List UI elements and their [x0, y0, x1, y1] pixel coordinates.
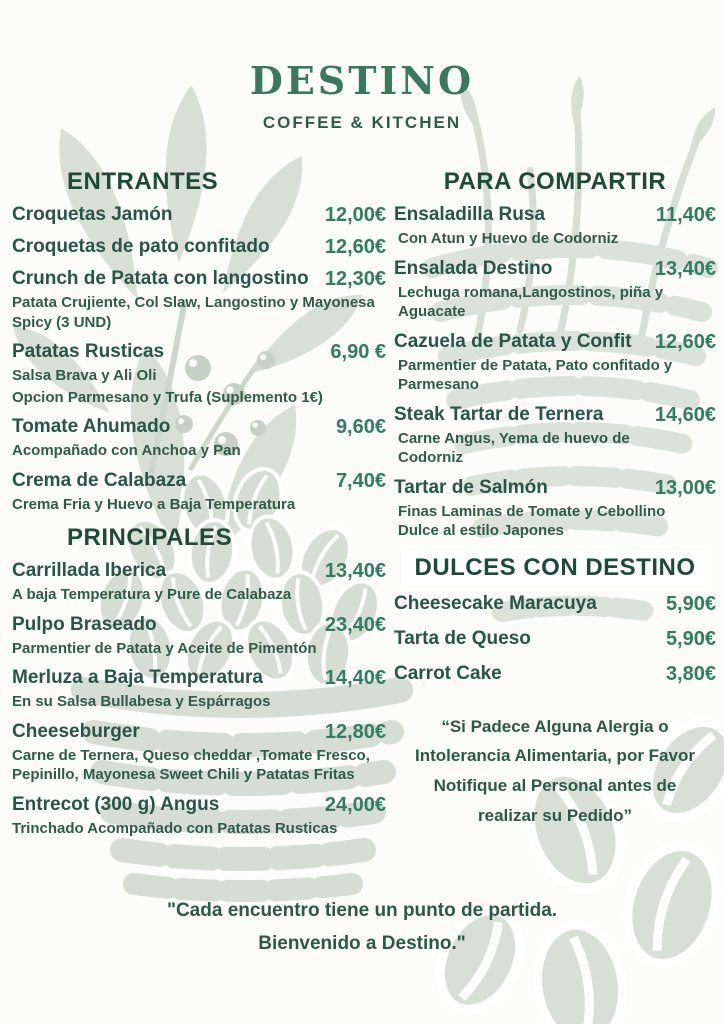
item-price: 12,60€ [324, 236, 386, 258]
item-description: Crema Fria y Huevo a Baja Temperatura [12, 495, 296, 513]
item-name: Carrot Cake [394, 662, 502, 684]
item-price: 12,80€ [324, 720, 386, 743]
item-name: Crema de Calabaza [12, 469, 187, 491]
item-price: 12,00€ [324, 204, 386, 226]
menu-item [12, 470, 386, 515]
item-name: Cazuela de Patata y Confit [394, 330, 632, 352]
allergy-notice [394, 712, 716, 831]
item-price: 5,90€ [665, 627, 716, 650]
allergy-line: Intolerancia Alimentaria, por Favor [415, 746, 695, 766]
item-description: En su Salsa Bullabesa y Espárragos [12, 693, 271, 710]
section-title-entrantes: ENTRANTES [67, 168, 219, 195]
menu-item [12, 341, 386, 407]
right-column [394, 168, 716, 831]
item-price: 14,40€ [324, 667, 386, 689]
menu-item [394, 404, 716, 468]
restaurant-subtitle: COFFEE & KITCHEN [262, 113, 462, 132]
item-name: Croquetas de pato confitado [12, 236, 270, 257]
menu-item [12, 667, 386, 712]
allergy-line: “Si Padece Alguna Alergia o [441, 716, 669, 736]
item-description: Parmentier de Patata y Aceite de Pimentón [12, 639, 317, 657]
item-name: Entrecot (300 g) Angus [12, 793, 220, 815]
item-price: 23,40€ [324, 613, 386, 636]
section-title-principales: PRINCIPALES [67, 524, 233, 551]
item-description: Carne de Ternera, Queso cheddar ,Tomate Fresco, Pepinillo, Mayonesa Sweet Chili y Patatas Fritas [12, 746, 370, 783]
item-price: 11,40€ [655, 204, 716, 226]
item-name: Cheesecake Maracuya [394, 592, 597, 614]
item-price: 24,00€ [324, 793, 386, 816]
menu-item [394, 663, 716, 686]
item-name: Steak Tartar de Ternera [394, 403, 604, 425]
item-price: 12,60€ [654, 330, 716, 353]
menu-item [394, 204, 716, 249]
item-name: Patatas Rusticas [12, 341, 165, 362]
item-description: Patata Crujiente, Col Slaw, Langostino y Mayonesa Spicy (3 UND) [12, 294, 375, 331]
item-description: Salsa Brava y Ali Oli [12, 367, 157, 384]
item-description: Opcion Parmesano y Trufa (Suplemento 1€) [12, 388, 323, 406]
item-name: Crunch de Patata con langostino [12, 268, 309, 289]
item-description: Parmentier de Patata, Pato confitado y Parmesano [398, 356, 673, 393]
section-title-dulces [394, 551, 716, 585]
left-column [12, 168, 386, 847]
menu-item [394, 628, 716, 651]
item-description: Acompañado con Anchoa y Pan [12, 442, 241, 459]
item-price: 9,60€ [335, 416, 386, 438]
item-description: A baja Temperatura y Pure de Calabaza [12, 586, 292, 603]
allergy-line: Notifique al Personal antes de [433, 776, 677, 795]
item-name: Cheeseburger [12, 720, 140, 742]
item-name: Pulpo Braseado [12, 613, 157, 635]
menu-item [12, 794, 386, 839]
item-price: 12,30€ [324, 268, 386, 290]
section-title-dulces-band: DULCES CON DESTINO [402, 551, 707, 585]
item-name: Tartar de Salmón [394, 476, 548, 498]
item-price: 3,80€ [665, 662, 716, 685]
item-description: Finas Laminas de Tomate y Cebollino Dulce al estilo Japones [398, 502, 666, 539]
item-price: 7,40€ [335, 469, 386, 492]
menu-item [12, 614, 386, 659]
menu-item [12, 416, 386, 461]
section-title-para-compartir: PARA COMPARTIR [443, 168, 667, 195]
item-description: Con Atun y Huevo de Codorniz [398, 230, 619, 247]
menu-item [12, 268, 386, 332]
menu-item [12, 204, 386, 227]
item-description: Trinchado Acompañado con Patatas Rusticas [12, 819, 338, 837]
footer-quote-line1: "Cada encuentro tiene un punto de partida. [166, 900, 558, 921]
item-price: 13,00€ [654, 476, 716, 499]
item-name: Ensalada Destino [394, 257, 553, 279]
item-price: 13,40€ [654, 257, 716, 280]
item-description: Lechuga romana,Langostinos, piña y Aguacate [398, 283, 664, 320]
allergy-line: realizar su Pedido” [478, 805, 632, 825]
menu-item [394, 593, 716, 616]
menu-item [12, 721, 386, 785]
item-description: Carne Angus, Yema de huevo de Codorniz [398, 429, 630, 466]
item-name: Tarta de Queso [394, 627, 531, 649]
menu-item [394, 331, 716, 395]
footer-quote-line2: Bienvenido a Destino." [258, 932, 466, 954]
item-price: 13,40€ [324, 560, 386, 582]
menu-item [394, 477, 716, 541]
item-name: Croquetas Jamón [12, 204, 173, 225]
item-price: 5,90€ [665, 592, 716, 615]
menu-item [394, 258, 716, 322]
item-price: 14,60€ [654, 403, 716, 426]
restaurant-title: DESTINO [249, 58, 475, 103]
item-name: Carrillada Iberica [12, 560, 167, 581]
item-price: 6,90 € [330, 341, 386, 363]
item-name: Merluza a Baja Temperatura [12, 667, 263, 688]
item-name: Ensaladilla Rusa [394, 204, 546, 225]
item-name: Tomate Ahumado [12, 416, 171, 437]
menu-item [12, 560, 386, 605]
brand-header [0, 58, 724, 133]
footer-quote [0, 895, 724, 960]
menu-item [12, 236, 386, 259]
